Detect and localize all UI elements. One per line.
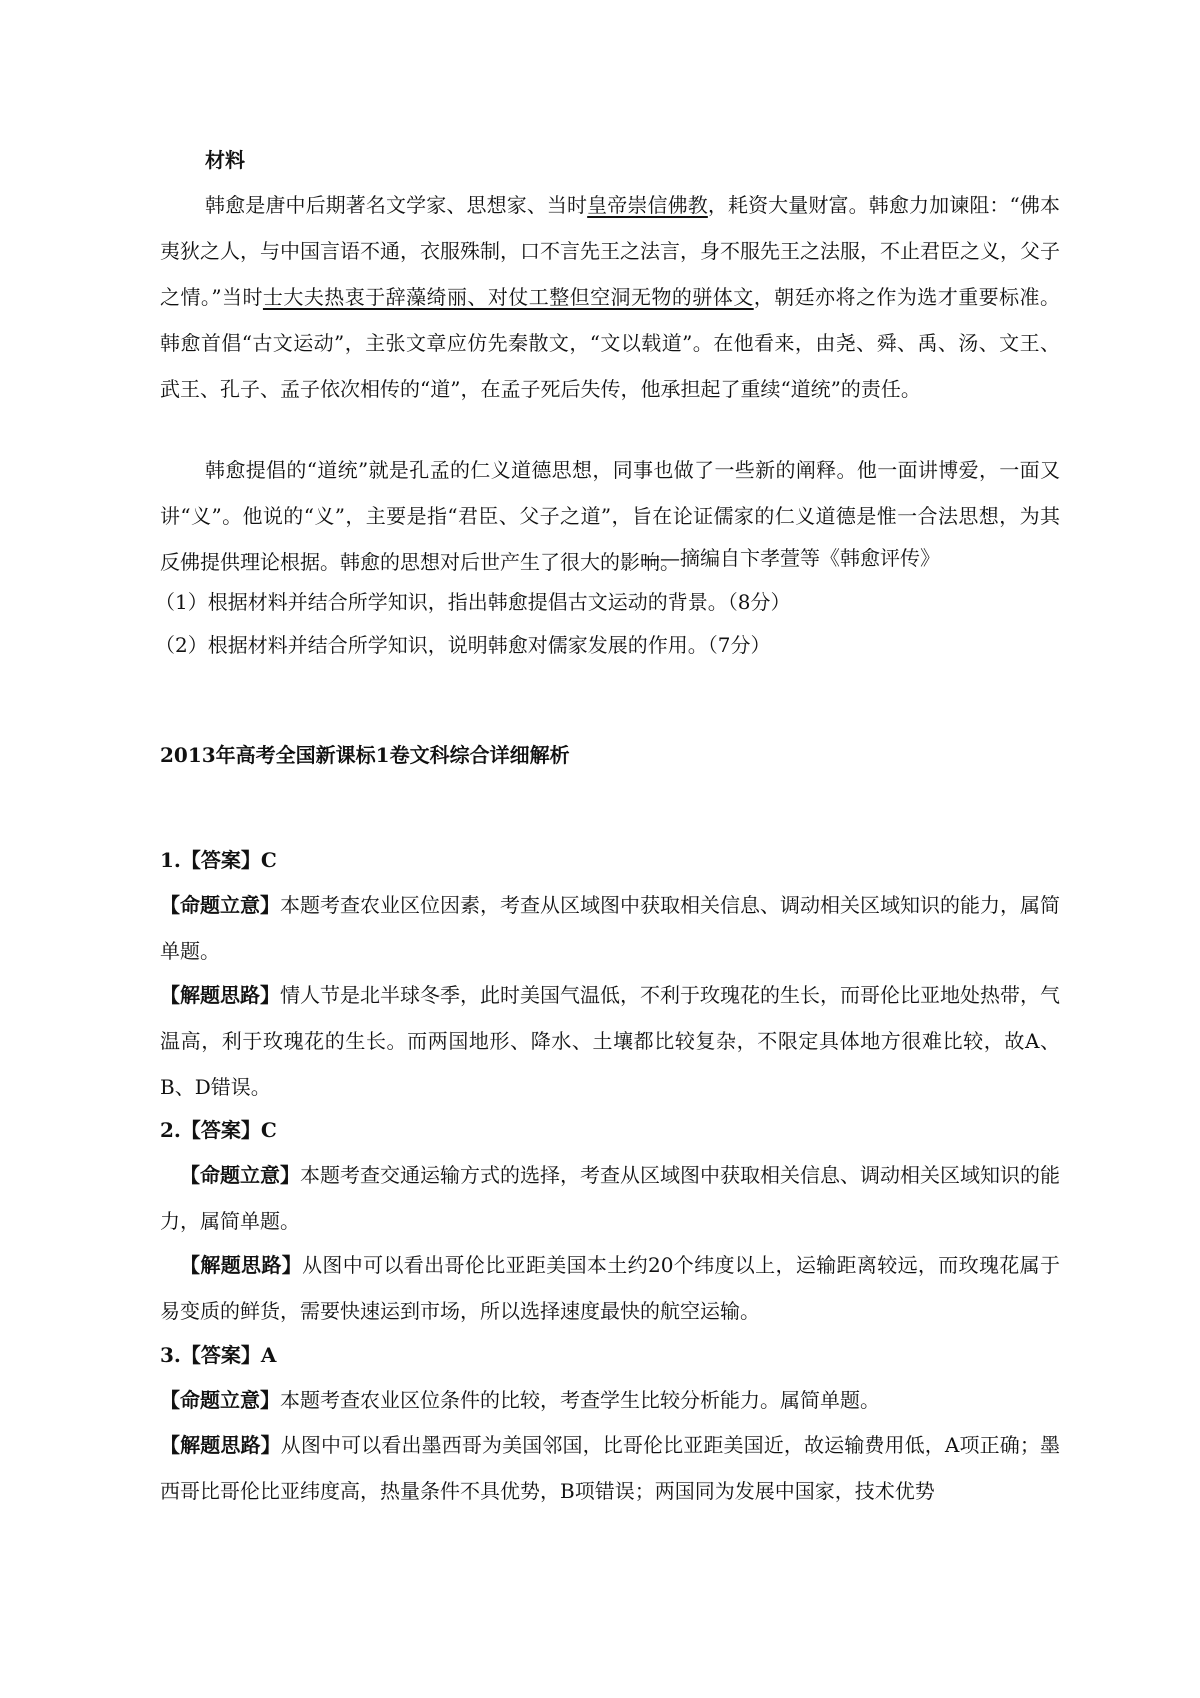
material-heading: 材料	[205, 148, 245, 172]
answer-2-line: 2.【答案】C	[160, 1118, 277, 1142]
underlined-phrase-emperor: 皇帝崇信佛教	[587, 193, 708, 217]
answer-3-line: 3.【答案】A	[160, 1343, 277, 1367]
material-source: ——摘编自卞孝萱等《韩愈评传》	[640, 546, 940, 570]
question-2: （2）根据材料并结合所学知识，说明韩愈对儒家发展的作用。（7分）	[155, 633, 771, 657]
answer-1-idea: 【解题思路】情人节是北半球冬季，此时美国气温低，不利于玫瑰花的生长，而哥伦比亚地处热带，气温高，利于玫瑰花的生长。而两国地形、降水、土壤都比较复杂，不限定具体地方很难比较，故A、B、D错误。	[160, 983, 1060, 1099]
answer-1-intent: 【命题立意】本题考查农业区位因素，考查从区域图中获取相关信息、调动相关区域知识的能力，属简单题。	[160, 893, 1060, 963]
question-1: （1）根据材料并结合所学知识，指出韩愈提倡古文运动的背景。（8分）	[155, 590, 791, 614]
answer-2-idea: 【解题思路】从图中可以看出哥伦比亚距美国本土约20个纬度以上，运输距离较远，而玫瑰花属于易变质的鲜货，需要快速运到市场，所以选择速度最快的航空运输。	[160, 1253, 1060, 1323]
underlined-phrase-scholars: 士大夫热衷于辞藻绮丽、对仗工整但空洞无物的骈体文	[262, 285, 754, 309]
material-paragraph-2: 韩愈提倡的“道统”就是孔孟的仁义道德思想，同事也做了一些新的阐释。他一面讲博爱，一面又讲“义”。他说的“义”，主要是指“君臣、父子之道”，旨在论证儒家的仁义道德是惟一合法思想，为其反佛提供理论根据。韩愈的思想对后世产生了很大的影响。	[160, 458, 1060, 574]
answer-2-intent: 【命题立意】本题考查交通运输方式的选择，考查从区域图中获取相关信息、调动相关区域知识的能力，属简单题。	[160, 1163, 1060, 1233]
analysis-title: 2013年高考全国新课标1卷文科综合详细解析	[160, 743, 570, 767]
answer-1-line: 1.【答案】C	[160, 848, 277, 872]
material-paragraph-1: 韩愈是唐中后期著名文学家、思想家、当时皇帝崇信佛教，耗资大量财富。韩愈力加谏阻：“佛本夷狄之人，与中国言语不通，衣服殊制，口不言先王之法言，身不服先王之法服，不止君臣之义，父子之情。”当时士大夫热衷于辞藻绮丽、对仗工整但空洞无物的骈体文，朝廷亦将之作为选才重要标准。韩愈首倡“古文运动”，主张文章应仿先秦散文，“文以载道”。在他看来，由尧、舜、禹、汤、文王、武王、孔子、孟子依次相传的“道”，在孟子死后失传，他承担起了重续“道统”的责任。	[160, 193, 1060, 401]
answer-3-intent: 【命题立意】本题考查农业区位条件的比较，考查学生比较分析能力。属简单题。	[160, 1388, 880, 1412]
answer-3-idea: 【解题思路】从图中可以看出墨西哥为美国邻国，比哥伦比亚距美国近，故运输费用低，A项正确；墨西哥比哥伦比亚纬度高，热量条件不具优势，B项错误；两国同为发展中国家，技术优势	[160, 1433, 1060, 1503]
